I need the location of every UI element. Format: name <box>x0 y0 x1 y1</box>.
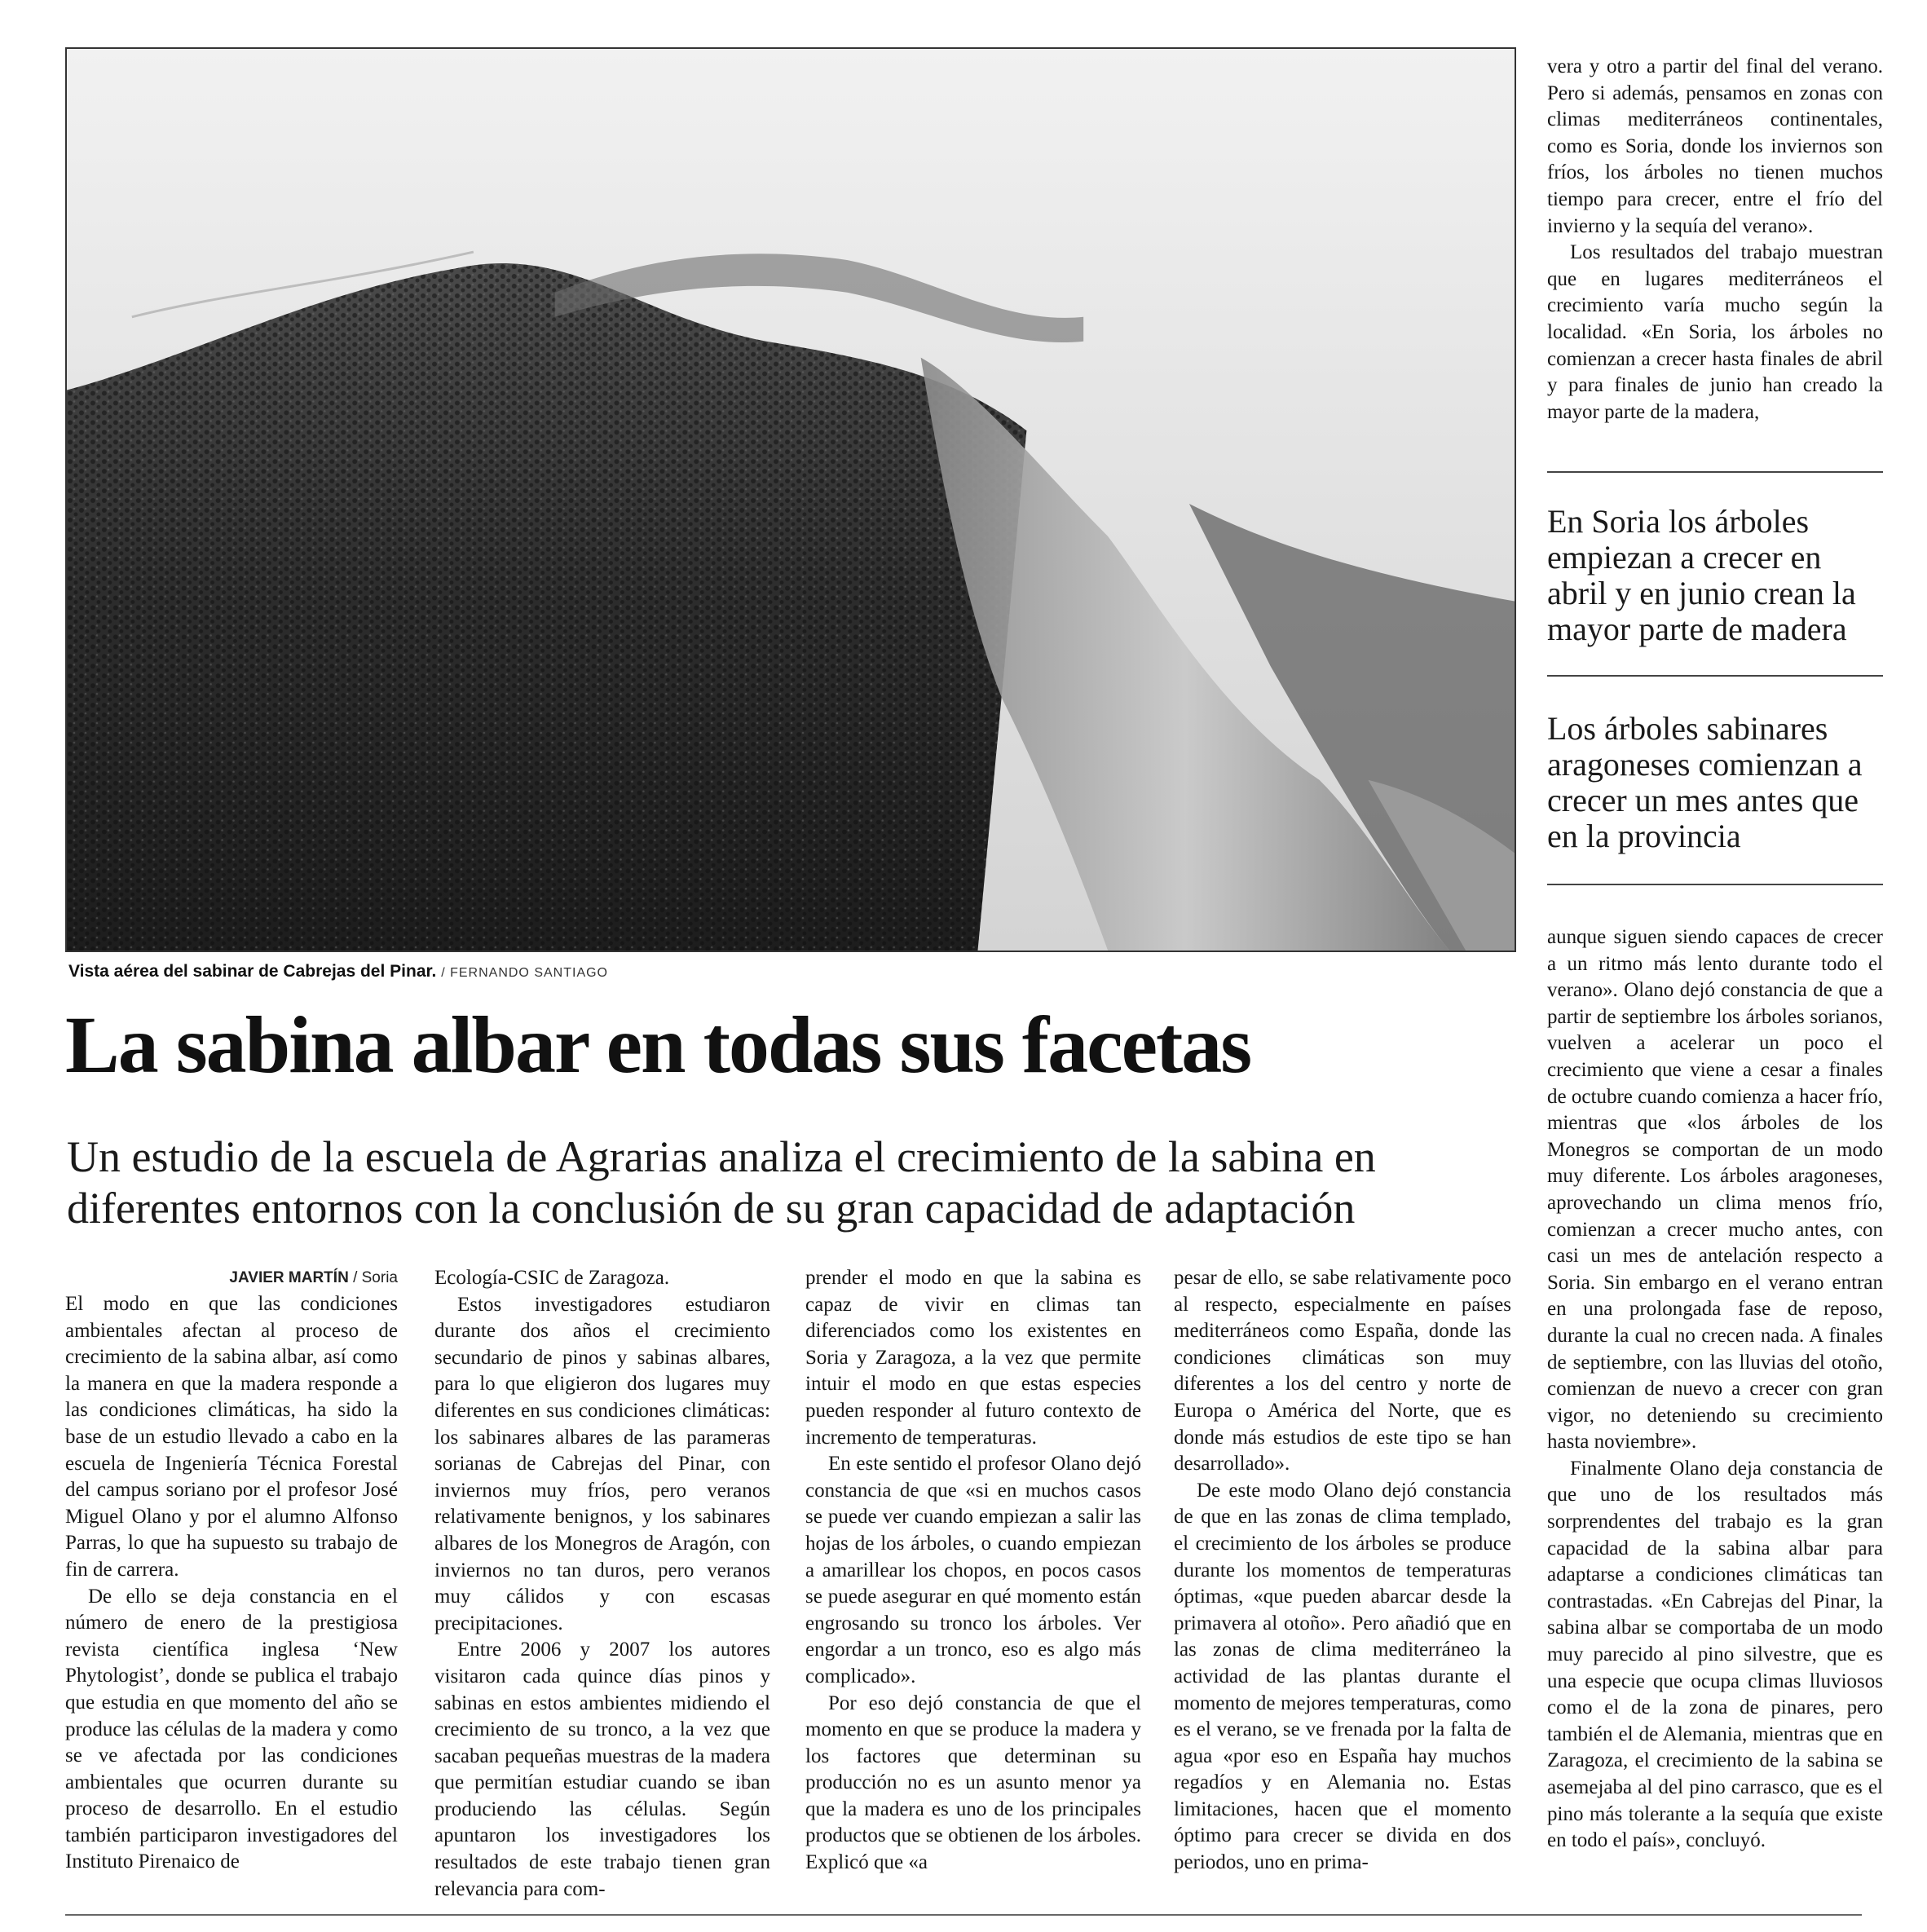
paragraph: vera y otro a partir del final del verano. Pero si además, pensamos en zonas con climas mediterráneos continentales, como es Soria, donde los inviernos son fríos, los árboles no tienen muchos tiempo para crecer, entre el frío del invierno y la sequía del verano». <box>1547 55 1883 237</box>
byline <box>65 1265 398 1291</box>
paragraph: De ello se deja constancia en el número de enero de la prestigiosa revista científica inglesa ‘New Phytologist’, donde se publica el trabajo que estudia en que momento del año se produce las células de la madera y como se ve afectada por las condiciones ambientales que ocurren durante su proceso de desarrollo. En el estudio también participaron investigadores del Instituto Pirenaico de <box>65 1585 398 1873</box>
aerial-landscape-image <box>67 49 1515 951</box>
pull-quote-2: Los árboles sabinares aragoneses comienzan a crecer un mes antes que en la provincia <box>1547 710 1863 854</box>
paragraph: Entre 2006 y 2007 los autores visitaron cada quince días pinos y sabinas en estos ambientes midiendo el crecimiento de su tronco, a la vez que sacaban pequeñas muestras de la madera que permitían estudiar cuando se iban produciendo las células. Según apuntaron los investigadores los resultados de este trabajo tienen gran relevancia para com- <box>434 1639 770 1900</box>
article-column-5-bottom <box>1547 924 1883 1855</box>
byline-author: JAVIER MARTÍN <box>229 1269 349 1286</box>
page-bottom-rule <box>65 1914 1862 1916</box>
paragraph: Ecología-CSIC de Zaragoza. <box>434 1267 670 1289</box>
article-column-3 <box>805 1265 1141 1877</box>
paragraph: aunque siguen siendo capaces de crecer a un ritmo más lento durante todo el verano». Olano dejó constancia de que a partir de septiembre los árboles sorianos, vuelven a acelerar un poco el crecimiento que viene a cesar a finales de octubre cuando comienza a hacer frío, mientras que «los árboles de los Monegros se comportan de un modo muy diferente. Los árboles aragoneses, aprovechando un clima menos frío, comienzan a crecer mucho antes, con casi un mes de antelación respecto a Soria. Sin embargo en el verano entran en una prolongada fase de reposo, durante la cual no crecen nada. A finales de septiembre, con las lluvias del otoño, comienzan de nuevo a crecer con gran vigor, no deteniendo su crecimiento hasta noviembre». <box>1547 926 1883 1453</box>
paragraph: pesar de ello, se sabe relativamente poco al respecto, especialmente en países mediterráneos como España, donde las condiciones climáticas son muy diferentes a los del centro y norte de Europa o América del Norte, que es donde más estudios de este tipo se han desarrollado». <box>1174 1267 1511 1475</box>
paragraph: Por eso dejó constancia de que el momento en que se produce la madera y los factores que determinan su producción no es un asunto menor ya que la madera es uno de los principales productos que se obtienen de los árboles. Explicó que «a <box>805 1692 1141 1874</box>
article-column-1 <box>65 1265 398 1876</box>
pull-quote-1: En Soria los árboles empiezan a crecer en abril y en junio crean la mayor parte de madera <box>1547 503 1856 647</box>
paragraph: De este modo Olano dejó constancia de que en las zonas de clima templado, el crecimiento de los árboles se produce durante los momentos de temperaturas óptimas, «que pueden abarcar desde la primavera al otoño». Pero añadió que en las zonas de clima mediterráneo la actividad de las plantas durante el momento de mejores temperaturas, como es el verano, se ve frenada por la falta de agua «por eso en España hay muchos regadíos y en Alemania no. Estas limitaciones, hacen que el momento óptimo para crecer se divida en dos periodos, uno en prima- <box>1174 1479 1511 1874</box>
photo-credit: / FERNANDO SANTIAGO <box>441 966 608 980</box>
paragraph: Finalmente Olano deja constancia de que uno de los resultados más sorprendentes del trabajo es la gran capacidad de la sabina albar para adaptarse a condiciones climáticas tan contrastadas. «En Cabrejas del Pinar, la sabina albar se comportaba de un modo muy parecido al pino silvestre, que es una especie que ocupa climas lluviosos como el de la zona de pinares, pero también el de Alemania, mientras que en Zaragoza, el crecimiento de la sabina se asemejaba al del pino carrasco, que es el pino más tolerante a la sequía que existe en todo el país», concluyó. <box>1547 1457 1883 1852</box>
paragraph: En este sentido el profesor Olano dejó constancia de que «si en muchos casos se puede ver cuando empiezan a salir las hojas de los árboles, o cuando empiezan a amarillear los chopos, en pocos casos se puede asegurar en qué momento están engrosando su tronco los árboles. Ver engordar a un tronco, eso es algo más complicado». <box>805 1453 1141 1687</box>
photo-caption <box>68 962 608 981</box>
article-column-5-top <box>1547 54 1883 426</box>
paragraph: Los resultados del trabajo muestran que en lugares mediterráneos el crecimiento varía mucho según la localidad. «En Soria, los árboles no comienzan a crecer hasta finales de abril y para finales de junio han creado la mayor parte de la madera, <box>1547 241 1883 423</box>
paragraph: El modo en que las condiciones ambientales afectan al proceso de crecimiento de la sabina albar, así como la manera en que la madera responde a las condiciones climáticas, ha sido la base de un estudio llevado a cabo en la escuela de Ingeniería Técnica Forestal del campus soriano por el profesor José Miguel Olano y por el alumno Alfonso Parras, lo que ha supuesto su trabajo de fin de carrera. <box>65 1293 398 1581</box>
divider <box>1547 471 1883 473</box>
article-column-2 <box>434 1265 770 1903</box>
article-photo <box>65 47 1516 952</box>
headline: La sabina albar en todas sus facetas <box>65 999 1251 1090</box>
divider <box>1547 884 1883 885</box>
divider <box>1547 675 1883 677</box>
paragraph: prender el modo en que la sabina es capaz de vivir en climas tan diferenciados como los existentes en Soria y Zaragoza, a la vez que permite intuir el modo en que estas especies pueden responder al futuro contexto de incremento de temperaturas. <box>805 1267 1141 1449</box>
subheadline: Un estudio de la escuela de Agrarias analiza el crecimiento de la sabina en diferentes entornos con la conclusión de su gran capacidad de adaptación <box>67 1132 1376 1233</box>
paragraph: Estos investigadores estudiaron durante dos años el crecimiento secundario de pinos y sabinas albares, para lo que eligieron dos lugares muy diferentes en sus condiciones climáticas: los sabinares albares de las parameras sorianas de Cabrejas del Pinar, con inviernos muy fríos, pero veranos relativamente benignos, y los sabinares albares de los Monegros de Aragón, con inviernos no tan duros, pero veranos muy cálidos y con escasas precipitaciones. <box>434 1293 770 1634</box>
caption-text: Vista aérea del sabinar de Cabrejas del Pinar. <box>68 962 437 981</box>
byline-location: / Soria <box>353 1269 398 1286</box>
article-column-4 <box>1174 1265 1511 1877</box>
